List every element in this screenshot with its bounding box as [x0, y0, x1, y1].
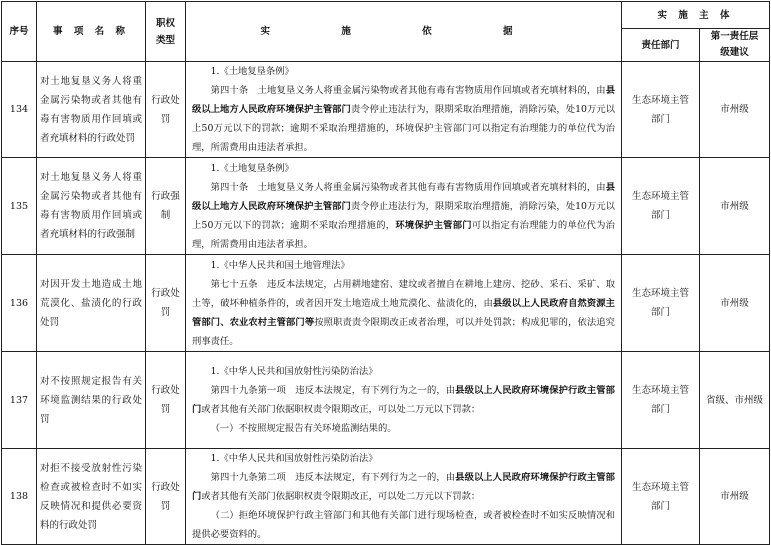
responsible-dept: 生态环境主管部门 — [622, 449, 700, 545]
basis-title: 1.《中华人民共和国放射性污染防治法》 — [210, 366, 378, 377]
first-level: 市州级 — [700, 449, 770, 545]
basis-title: 1.《土地复垦条例》 — [210, 162, 294, 174]
basis-text: 第四十条 土地复垦义务人将重金属污染物或者其他有毒有害物质用作回填或者充填材料的，由县级以上地方人民政府环境保护主管部门责令停止违法行为，限期采取治理措施，消除污染，处10万元以上50万元以下的罚款；逾期不采取治理措施的，环境保护主管部门可以指定有治理能力的单位代为治理，所需费用由违法者承担。 — [192, 85, 615, 153]
power-type: 行政处罚 — [146, 62, 186, 158]
basis-title: 1.《中华人民共和国土地管理法》 — [210, 259, 350, 271]
basis-text: 第四十条 土地复垦义务人将重金属污染物或者其他有毒有害物质用作回填或者充填材料的，由县级以上地方人民政府环境保护主管部门责令停止违法行为，限期采取治理措施，消除污染，处10万元以上50万元以下的罚款；逾期不采取治理措施的，环境保护主管部门可以指定有治理能力的单位代为治理，所需费用由违法者承担。 — [192, 181, 615, 250]
basis-clause: （二）拒绝环境保护行政主管部门和其他有关部门进行现场检查，或者被检查时不如实反映情况和提供必要资料的。 — [192, 510, 615, 540]
item-name: 对土地复垦义务人将重金属污染物或者其他有毒有害物质用作回填或者充填材料的行政强制 — [37, 158, 146, 255]
first-level: 市州级 — [700, 62, 770, 158]
basis-text: 第四十九条第一项 违反本法规定，有下列行为之一的，由县级以上人民政府环境保护行政主管部门或者其他有关部门依据职权责令限期改正，可以处二万元以下罚款： — [192, 385, 615, 415]
legal-basis — [186, 62, 622, 158]
item-name: 对因开发土地造成土地荒漠化、盐渍化的行政处罚 — [37, 255, 146, 352]
header-level: 第一责任层级建议 — [700, 29, 770, 62]
enforcement-table — [1, 1, 770, 545]
table-row — [2, 158, 770, 255]
header-dept: 责任部门 — [622, 29, 700, 62]
legal-basis — [186, 158, 622, 255]
item-name: 对土地复垦义务人将重金属污染物或者其他有毒有害物质用作回填或者充填材料的行政处罚 — [37, 62, 146, 158]
first-level: 市州级 — [700, 158, 770, 255]
row-number: 134 — [2, 62, 37, 158]
header-type: 职权类型 — [146, 2, 186, 62]
basis-text: 第四十九条第二项 违反本法规定，有下列行为之一的，由县级以上人民政府环境保护行政主管部门或者其他有关部门依据职权责令限期改正，可以处二万元以下罚款： — [192, 472, 615, 502]
responsible-dept: 生态环境主管部门 — [622, 255, 700, 352]
header-no: 序号 — [2, 2, 37, 62]
power-type: 行政强制 — [146, 158, 186, 255]
responsible-dept: 生态环境主管部门 — [622, 352, 700, 449]
basis-title: 1.《土地复垦条例》 — [210, 66, 294, 77]
table-row — [2, 352, 770, 449]
first-level: 市州级 — [700, 255, 770, 352]
header-basis: 实 施 依 据 — [186, 2, 622, 62]
first-level: 省级、市州级 — [700, 352, 770, 449]
legal-basis — [186, 255, 622, 352]
power-type: 行政处罚 — [146, 255, 186, 352]
item-name: 对拒不接受放射性污染检查或被检查时不如实反映情况和提供必要资料的行政处罚 — [37, 449, 146, 545]
legal-basis — [186, 449, 622, 545]
item-name: 对不按照规定报告有关环境监测结果的行政处罚 — [37, 352, 146, 449]
responsible-dept: 生态环境主管部门 — [622, 62, 700, 158]
header-subject: 实 施 主 体 — [622, 2, 770, 29]
header-item: 事 项 名 称 — [37, 2, 146, 62]
row-number: 135 — [2, 158, 37, 255]
table-row — [2, 62, 770, 158]
row-number: 136 — [2, 255, 37, 352]
basis-text: 第七十五条 违反本法规定，占用耕地建窑、建坟或者擅自在耕地上建房、挖砂、采石、采矿、取土等，破坏种植条件的，或者因开发土地造成土地荒漠化、盐渍化的，由县级以上人民政府自然资源主管部门、农业农村主管部门等按照职责责令限期改正或者治理，可以并处罚款；构成犯罪的，依法追究刑事责任。 — [192, 278, 615, 347]
table-row — [2, 255, 770, 352]
responsible-dept: 生态环境主管部门 — [622, 158, 700, 255]
legal-basis — [186, 352, 622, 449]
basis-clause: （一）不按照规定报告有关环境监测结果的。 — [210, 423, 397, 434]
row-number: 138 — [2, 449, 37, 545]
power-type: 行政处罚 — [146, 352, 186, 449]
row-number: 137 — [2, 352, 37, 449]
table-row — [2, 449, 770, 545]
power-type: 行政处罚 — [146, 449, 186, 545]
basis-title: 1.《中华人民共和国放射性污染防治法》 — [210, 453, 378, 464]
